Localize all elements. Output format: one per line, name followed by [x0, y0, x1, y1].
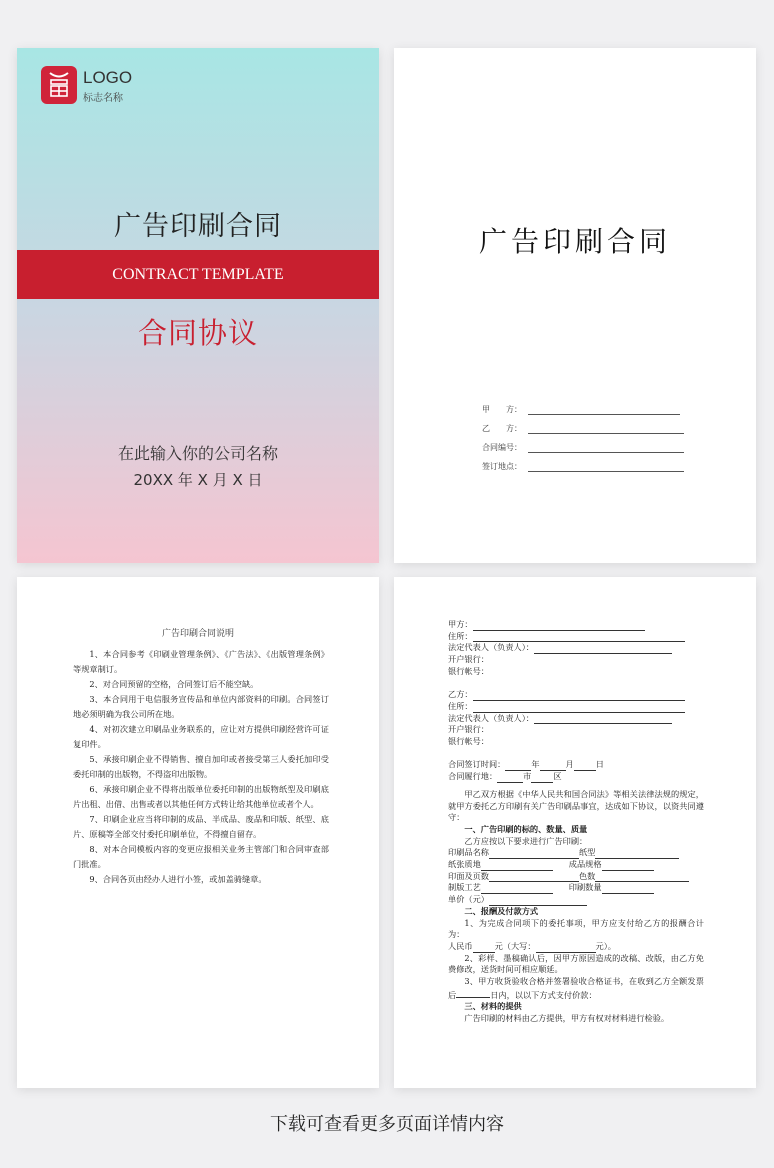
- party-a-account: 银行帐号：: [448, 665, 489, 676]
- field-party-a: [482, 396, 684, 415]
- instructions-body: [73, 647, 329, 887]
- sign-time: 合同签订时间： 年 月 日: [448, 759, 604, 770]
- title-page: [394, 48, 756, 563]
- logo-icon: [41, 66, 77, 104]
- instruction-item: 8、对本合同模板内容的变更应报相关业务主管部门和合同审查部门批准。: [73, 844, 329, 869]
- cover-page: [17, 48, 379, 563]
- instruction-item: 9、合同各页由经办人进行小签，或加盖骑缝章。: [89, 874, 267, 884]
- title-page-fields: [482, 396, 684, 472]
- section-1-lead: 乙方应按以下要求进行广告印刷：: [464, 835, 588, 846]
- party-a-bank: 开户银行：: [448, 654, 489, 665]
- section-1-heading: 一、广告印刷的标的、数量、质量: [464, 823, 588, 834]
- pay-clause-1: 1、为完成合同项下的委托事项，甲方应支付给乙方的报酬合计为：: [448, 917, 704, 940]
- instruction-item: 3、本合同用于电信服务宣传品和单位内部资料的印刷。合同签订地必须明确为我公司所在地。: [73, 694, 329, 719]
- section-3-heading: 三、材料的提供: [464, 1001, 522, 1012]
- spec-row-5: 单价（元）: [448, 894, 704, 906]
- cover-company: 在此输入你的公司名称: [117, 444, 278, 463]
- cover-title: 广告印刷合同: [114, 211, 282, 242]
- party-b-bank: 开户银行：: [448, 724, 489, 735]
- instruction-item: 4、对初次建立印刷品业务联系的，应让对方提供印刷经营许可证复印件。: [73, 724, 329, 749]
- instruction-item: 7、印刷企业应当将印制的成品、半成品、废品和印版、纸型、底片、原稿等全部交付委托印刷单位，不得擅自留存。: [73, 814, 329, 839]
- spec-row-2: 纸张质地 成品规格: [448, 859, 704, 871]
- cover-band-text: CONTRACT TEMPLATE: [112, 265, 284, 283]
- party-b-rep: 法定代表人（负责人）：: [448, 713, 704, 725]
- party-a-rep: 法定代表人（负责人）：: [448, 642, 704, 654]
- section-2-heading: 二、报酬及付款方式: [464, 905, 539, 916]
- field-sign-place: [482, 453, 684, 472]
- instruction-item: 6、承接印刷企业不得将出版单位委托印制的出版物纸型及印刷底片出租、出借、出售或者以其他任何方式转让给其他单位或者个人。: [73, 784, 329, 809]
- pay-clause-1-amount: 人民币 元（大写： 元）。: [448, 940, 616, 951]
- field-label: 签订地点：: [482, 462, 522, 471]
- cover-date: 20XX 年 X 月 X 日: [133, 471, 263, 489]
- party-a-name: 甲方：: [448, 619, 704, 631]
- field-label: 乙 方：: [482, 424, 522, 433]
- field-line: [528, 425, 684, 434]
- title-page-heading: 广告印刷合同: [478, 225, 671, 258]
- instructions-page: [17, 577, 379, 1088]
- contract-page: [394, 577, 756, 1088]
- field-label: 合同编号：: [482, 443, 522, 452]
- party-b-name: 乙方：: [448, 689, 704, 701]
- cover-subtitle: 合同协议: [137, 316, 258, 350]
- field-line: [528, 463, 684, 472]
- field-label: 甲 方：: [482, 405, 522, 414]
- field-line: [528, 444, 684, 453]
- spec-row-4: 制版工艺 印刷数量: [448, 882, 704, 894]
- contract-body: [448, 619, 704, 1025]
- spec-row-3: 印面及页数 色数: [448, 871, 704, 883]
- party-b-address: 住所：: [448, 701, 704, 713]
- pay-clause-2: 2、彩样、墨稿确认后，因甲方原因造成的改稿、改版，由乙方免费修改，送货时间可相应顺延。: [448, 952, 704, 975]
- instructions-title: 广告印刷合同说明: [161, 629, 234, 639]
- material-clause: 广告印刷的材料由乙方提供，甲方有权对材料进行检验。: [464, 1013, 670, 1024]
- sign-place: 合同履行地： 市 区: [448, 771, 562, 782]
- spec-row-1: 印刷品名称 纸型: [448, 847, 704, 859]
- field-contract-no: [482, 434, 684, 453]
- instruction-item: 1、本合同参考《印刷业管理条例》、《广告法》、《出版管理条例》等规章制订。: [73, 649, 329, 674]
- field-party-b: [482, 415, 684, 434]
- party-a-address: 住所：: [448, 631, 704, 643]
- field-line: [528, 406, 680, 415]
- instruction-item: 2、对合同预留的空格，合同签订后不能空缺。: [89, 679, 259, 689]
- pay-clause-3: 3、甲方收货验收合格并签署验收合格证书，在收到乙方全额发票后 日内，以以下方式支付价款：: [448, 976, 704, 1000]
- party-b-account: 银行帐号：: [448, 736, 489, 747]
- contract-intro: 甲乙双方根据《中华人民共和国合同法》等相关法律法规的规定，就甲方委托乙方印刷有关广告印刷品事宜，达成如下协议，以资共同遵守：: [448, 788, 704, 823]
- logo-subtitle: 标志名称: [83, 93, 123, 104]
- cover-band: [17, 250, 379, 299]
- instruction-item: 5、承接印刷企业不得销售、擅自加印或者接受第三人委托加印受委托印制的出版物，不得盗印出版物。: [73, 754, 329, 779]
- footer-note: 下载可查看更多页面详情内容: [270, 1114, 504, 1135]
- logo-text: LOGO: [83, 68, 133, 87]
